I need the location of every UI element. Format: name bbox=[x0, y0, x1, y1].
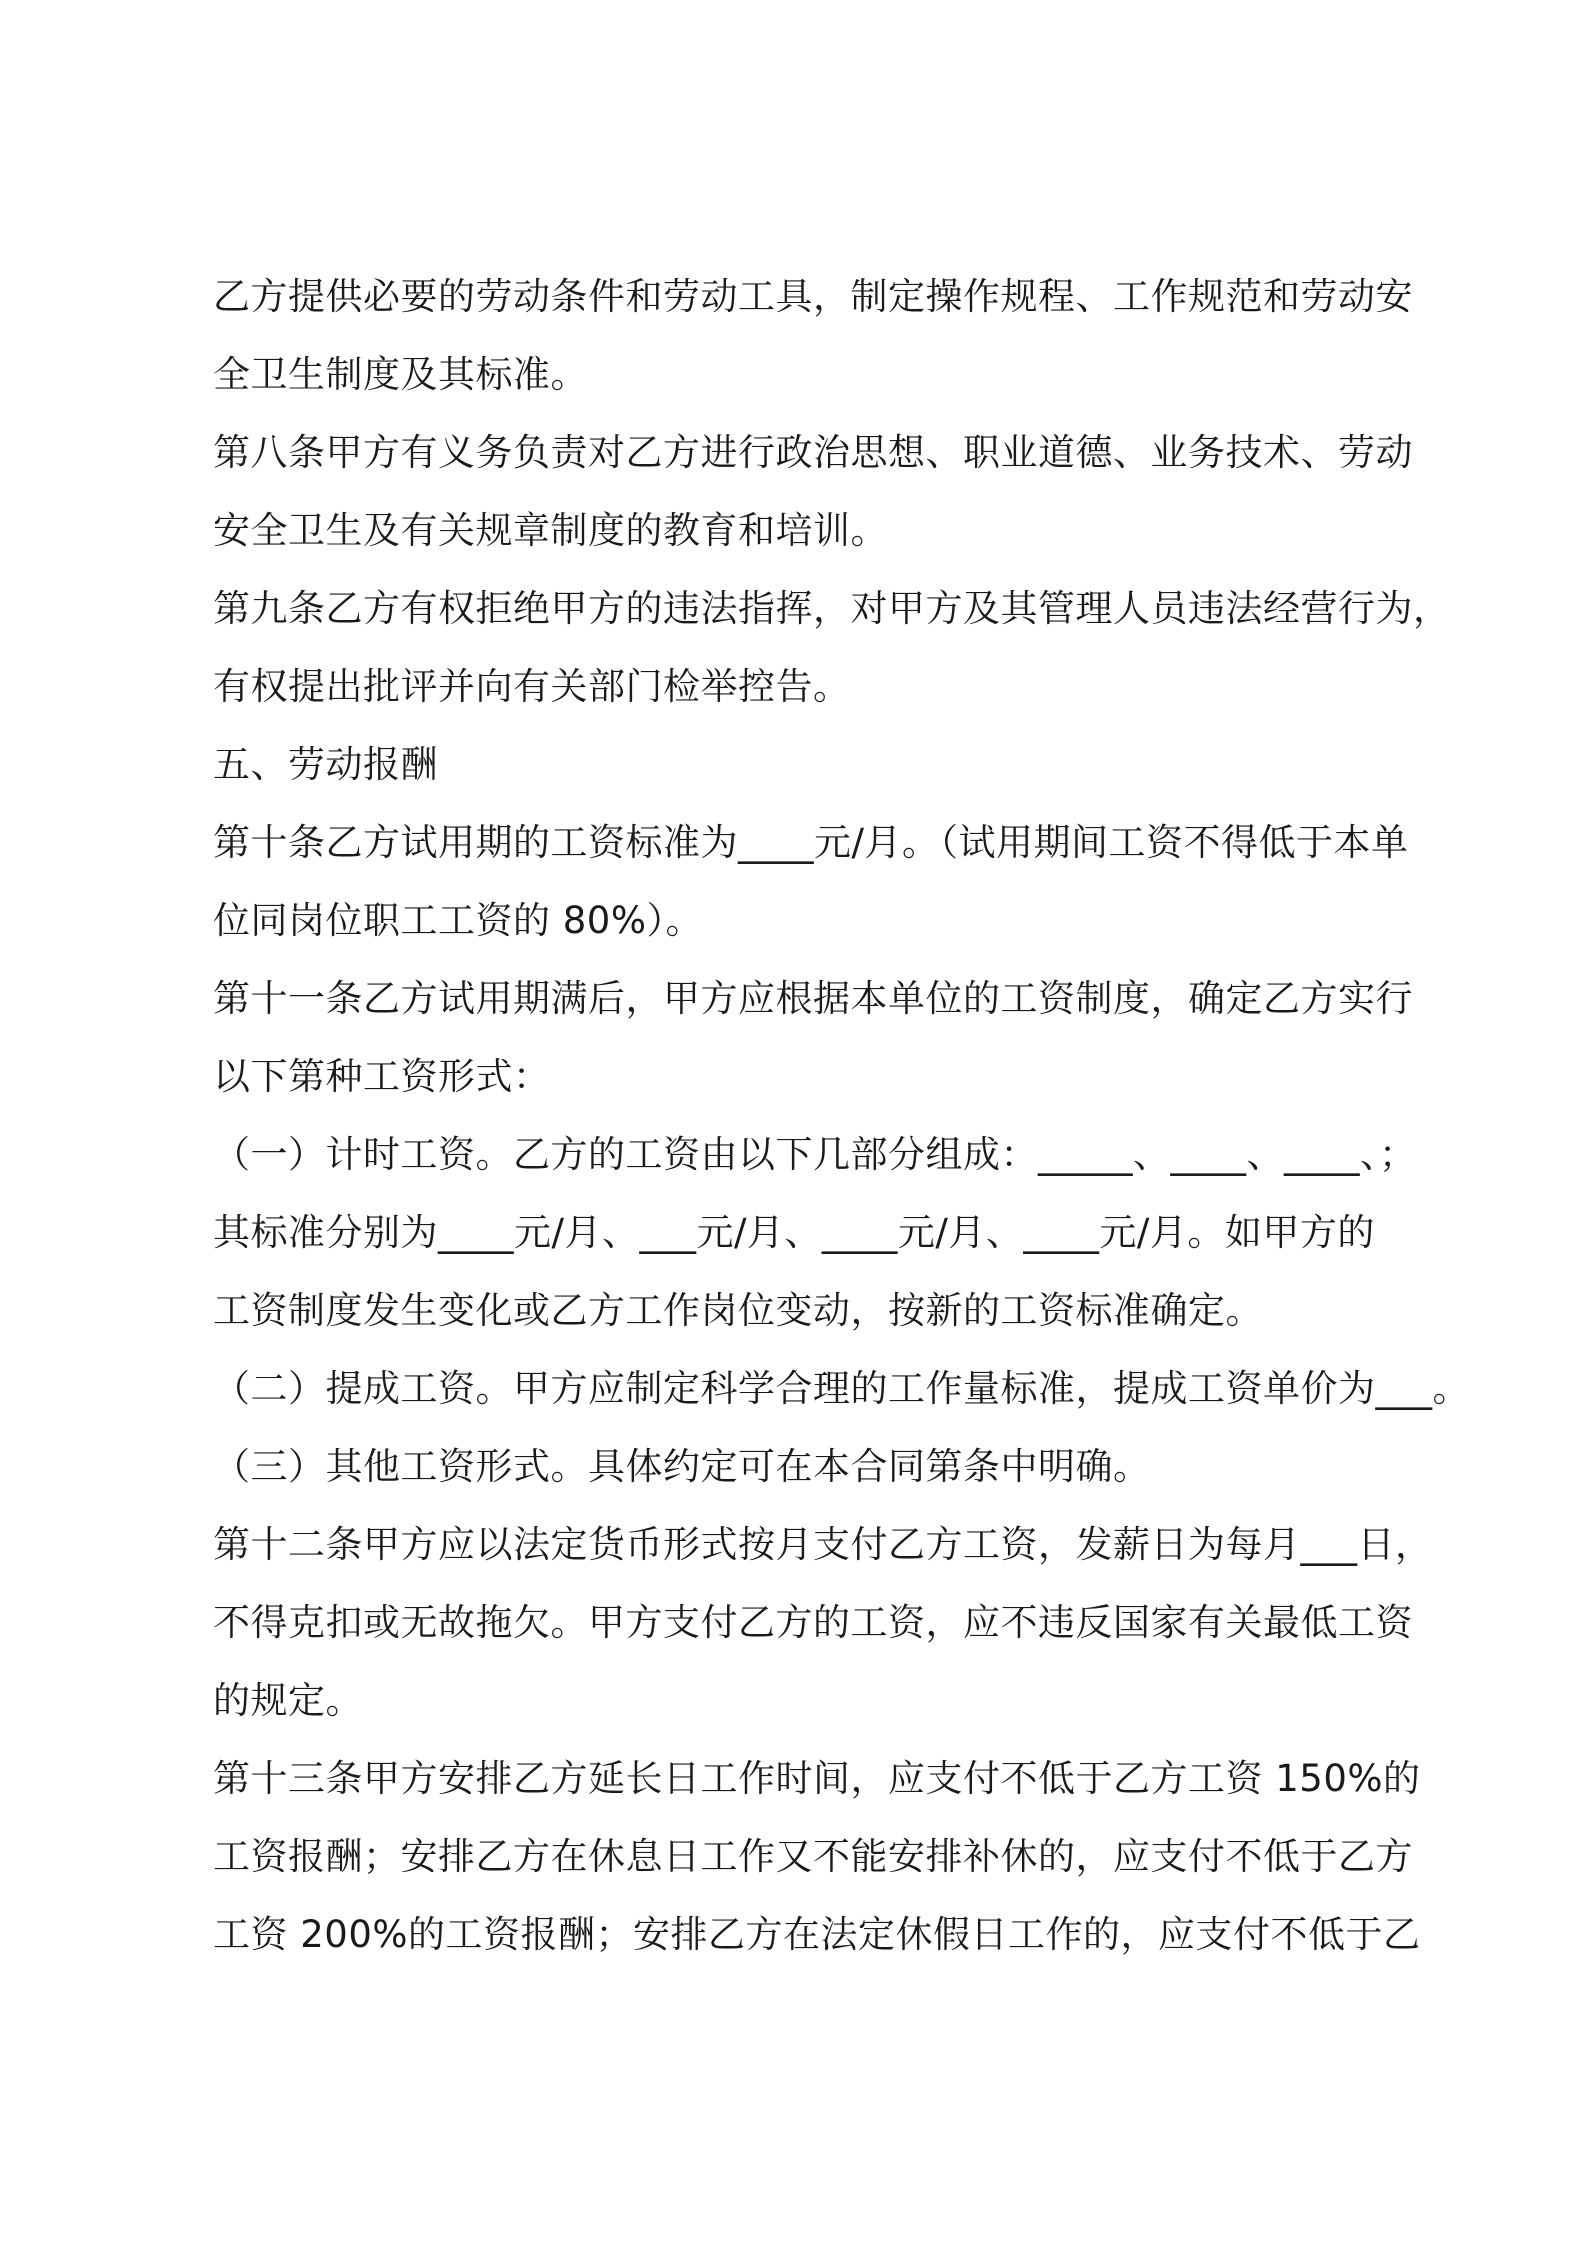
text-line: 乙方提供必要的劳动条件和劳动工具，制定操作规程、工作规范和劳动安 bbox=[213, 275, 1413, 318]
paragraph-article-12 bbox=[213, 1506, 1433, 1740]
text-line: 工资制度发生变化或乙方工作岗位变动，按新的工资标准确定。 bbox=[213, 1289, 1263, 1332]
text-line: （二）提成工资。甲方应制定科学合理的工作量标准，提成工资单价为___。 bbox=[213, 1367, 1470, 1410]
text-line: 第十条乙方试用期的工资标准为____元/月。（试用期间工资不得低于本单 bbox=[213, 821, 1409, 864]
text-line: 第十二条甲方应以法定货币形式按月支付乙方工资，发薪日为每月___日， bbox=[213, 1523, 1433, 1566]
text-line: 的规定。 bbox=[213, 1679, 363, 1722]
text-line: （一）计时工资。乙方的工资由以下几部分组成：_____、____、____、； bbox=[213, 1133, 1417, 1176]
text-line: 全卫生制度及其标准。 bbox=[213, 353, 588, 396]
paragraph-article-10 bbox=[213, 804, 1409, 960]
paragraph-article-8 bbox=[213, 414, 1413, 570]
text-line: 安全卫生及有关规章制度的教育和培训。 bbox=[213, 509, 888, 552]
text-line: 第十一条乙方试用期满后，甲方应根据本单位的工资制度，确定乙方实行 bbox=[213, 977, 1413, 1020]
text-line: 第八条甲方有义务负责对乙方进行政治思想、职业道德、业务技术、劳动 bbox=[213, 431, 1413, 474]
text-line: 不得克扣或无故拖欠。甲方支付乙方的工资，应不违反国家有关最低工资 bbox=[213, 1601, 1413, 1644]
text-line: 有权提出批评并向有关部门检举控告。 bbox=[213, 665, 851, 708]
text-line: 工资 200%的工资报酬；安排乙方在法定休假日工作的，应支付不低于乙 bbox=[213, 1913, 1421, 1956]
text-line: （三）其他工资形式。具体约定可在本合同第条中明确。 bbox=[213, 1445, 1151, 1488]
text-line: 以下第种工资形式： bbox=[213, 1055, 551, 1098]
paragraph-article-11 bbox=[213, 960, 1413, 1116]
text-line: 其标准分别为____元/月、___元/月、____元/月、____元/月。如甲方的 bbox=[213, 1211, 1375, 1254]
paragraph-commission-wage bbox=[213, 1350, 1470, 1428]
paragraph-working-conditions bbox=[213, 258, 1413, 414]
text-line: 工资报酬；安排乙方在休息日工作又不能安排补休的，应支付不低于乙方 bbox=[213, 1835, 1413, 1878]
paragraph-other-wage bbox=[213, 1428, 1403, 1506]
paragraph-article-13 bbox=[213, 1740, 1421, 1974]
paragraph-hourly-wage bbox=[213, 1116, 1417, 1350]
document-body bbox=[213, 258, 1470, 1974]
section-heading-remuneration bbox=[213, 726, 1403, 804]
section-heading-text: 五、劳动报酬 bbox=[213, 743, 438, 786]
paragraph-article-9 bbox=[213, 570, 1451, 726]
text-line: 第九条乙方有权拒绝甲方的违法指挥，对甲方及其管理人员违法经营行为， bbox=[213, 587, 1451, 630]
text-line: 位同岗位职工工资的 80%）。 bbox=[213, 899, 703, 942]
text-line: 第十三条甲方安排乙方延长日工作时间，应支付不低于乙方工资 150%的 bbox=[213, 1757, 1421, 1800]
